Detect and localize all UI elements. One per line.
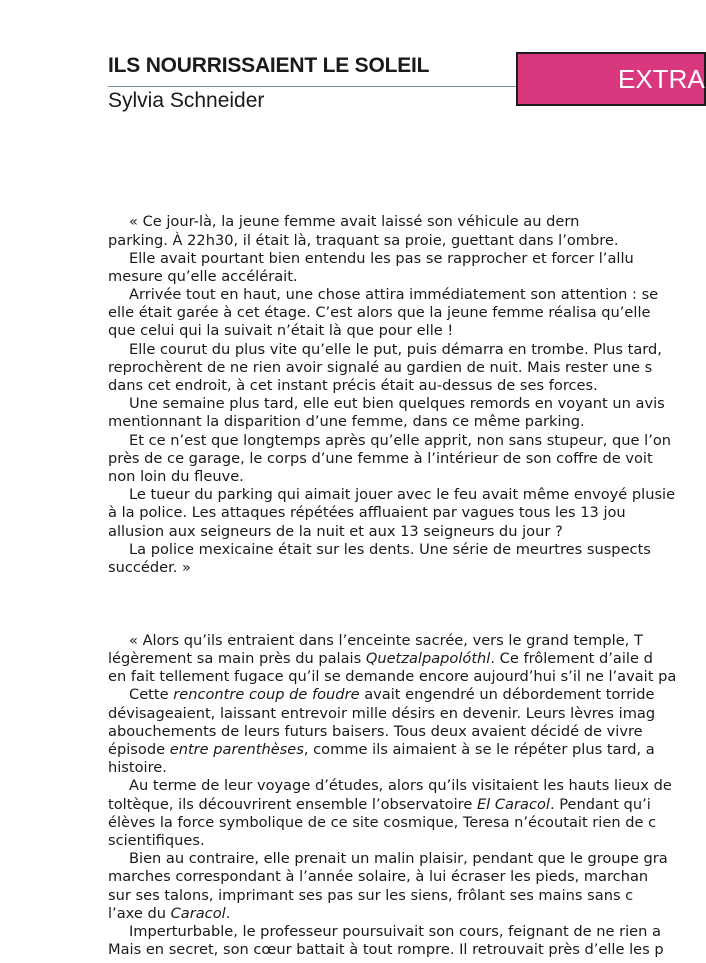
text-line: élèves la force symbolique de ce site cosmique, Teresa n’écoutait rien de c bbox=[108, 814, 657, 831]
text-line: en fait tellement fugace qu’il se demande encore aujourd’hui s’il ne l’avait pa bbox=[108, 668, 677, 685]
title-rule bbox=[108, 86, 528, 87]
author-name: Sylvia Schneider bbox=[108, 89, 265, 112]
text-line: marches correspondant à l’année solaire, à lui écraser les pieds, marchan bbox=[108, 868, 649, 885]
text-line: Une semaine plus tard, elle eut bien quelques remords en voyant un avis bbox=[129, 395, 665, 412]
text-line: à la police. Les attaques répétées affluaient par vagues tous les 13 jou bbox=[108, 504, 626, 521]
text-line: succéder. » bbox=[108, 559, 191, 576]
text-line: Elle avait pourtant bien entendu les pas se rapprocher et forcer l’allu bbox=[129, 250, 634, 267]
text-line: mesure qu’elle accélérait. bbox=[108, 268, 298, 285]
text-line: dévisageaient, laissant entrevoir mille désirs en devenir. Leurs lèvres imag bbox=[108, 705, 656, 722]
text-line: Imperturbable, le professeur poursuivait son cours, feignant de ne rien a bbox=[129, 923, 661, 940]
text-line: que celui qui la suivait n’était là que pour elle ! bbox=[108, 322, 454, 339]
text-line: Elle courut du plus vite qu’elle le put, puis démarra en trombe. Plus tard, bbox=[129, 341, 662, 358]
text-line: elle était garée à cet étage. C’est alors que la jeune femme réalisa qu’elle bbox=[108, 304, 651, 321]
text-line: « Alors qu’ils entraient dans l’enceinte sacrée, vers le grand temple, T bbox=[129, 632, 643, 649]
text-line: Au terme de leur voyage d’études, alors qu’ils visitaient les hauts lieux de bbox=[129, 777, 672, 794]
text-line: « Ce jour-là, la jeune femme avait laissé son véhicule au dern bbox=[129, 213, 580, 230]
extract-badge-label: EXTRA bbox=[618, 64, 705, 94]
text-line: Le tueur du parking qui aimait jouer avec le feu avait même envoyé plusie bbox=[129, 486, 676, 503]
text-line: non loin du fleuve. bbox=[108, 468, 244, 485]
text-line: La police mexicaine était sur les dents. Une série de meurtres suspects bbox=[129, 541, 651, 558]
text-line: dans cet endroit, à cet instant précis était au-dessus de ses forces. bbox=[108, 377, 598, 394]
text-line: Bien au contraire, elle prenait un malin plaisir, pendant que le groupe gra bbox=[129, 850, 668, 867]
text-line: abouchements de leurs futurs baisers. Tous deux avaient décidé de vivre bbox=[108, 723, 643, 740]
text-line: l’axe du Caracol. bbox=[108, 905, 231, 922]
text-line: mentionnant la disparition d’une femme, dans ce même parking. bbox=[108, 413, 585, 430]
text-line: Et ce n’est que longtemps après qu’elle apprit, non sans stupeur, que l’on bbox=[129, 432, 672, 449]
text-line: Mais en secret, son cœur battait à tout rompre. Il retrouvait près d’elle les p bbox=[108, 941, 664, 958]
text-line: parking. À 22h30, il était là, traquant sa proie, guettant dans l’ombre. bbox=[108, 232, 619, 249]
text-line: épisode entre parenthèses, comme ils aimaient à se le répéter plus tard, a bbox=[108, 741, 655, 758]
text-line: Cette rencontre coup de foudre avait engendré un débordement torride bbox=[129, 686, 655, 703]
text-line: scientifiques. bbox=[108, 832, 205, 849]
text-line: sur ses talons, imprimant ses pas sur les siens, frôlant ses mains sans c bbox=[108, 887, 634, 904]
book-title: ILS NOURRISSAIENT LE SOLEIL bbox=[108, 54, 430, 77]
text-line: allusion aux seigneurs de la nuit et aux 13 seigneurs du jour ? bbox=[108, 523, 563, 540]
text-line: légèrement sa main près du palais Quetzalpapolóthl. Ce frôlement d’aile d bbox=[108, 650, 653, 667]
text-line: reprochèrent de ne rien avoir signalé au gardien de nuit. Mais rester une s bbox=[108, 359, 653, 376]
text-line: histoire. bbox=[108, 759, 167, 776]
text-line: Arrivée tout en haut, une chose attira immédiatement son attention : se bbox=[129, 286, 659, 303]
text-line: près de ce garage, le corps d’une femme à l’intérieur de son coffre de voit bbox=[108, 450, 653, 467]
text-line: toltèque, ils découvrirent ensemble l’observatoire El Caracol. Pendant qu’i bbox=[108, 796, 651, 813]
extract-badge bbox=[516, 52, 706, 106]
